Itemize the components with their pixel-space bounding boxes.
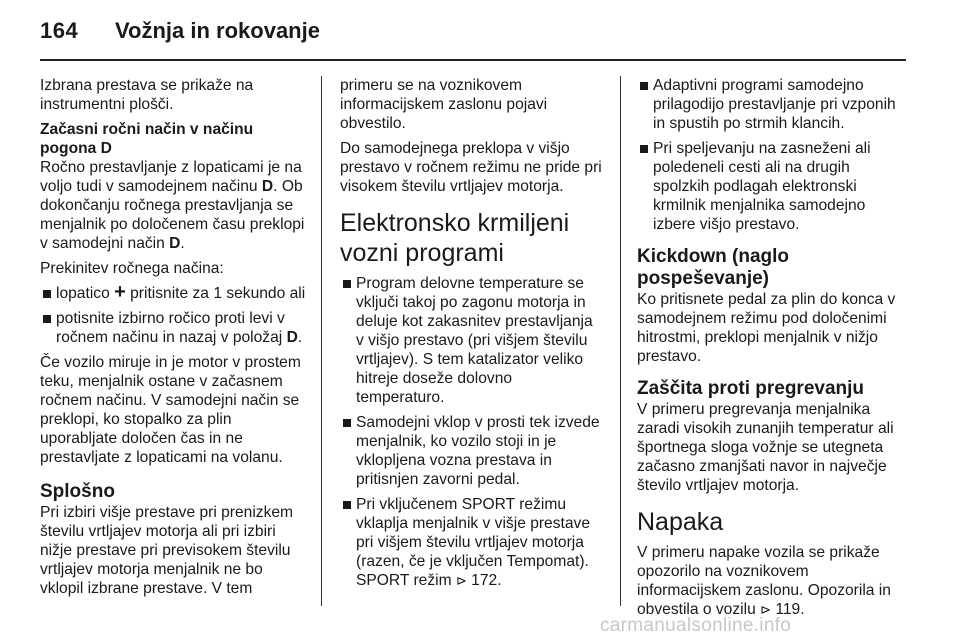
paragraph	[637, 543, 909, 619]
column-divider	[321, 76, 322, 606]
paragraph: Ko pritisnete pedal za plin do konca v samodejnem režimu pod določenimi hitrostmi, preklopi menjalnik v nižjo prestavo.	[637, 291, 896, 365]
list-item	[340, 274, 604, 407]
list-item	[637, 76, 909, 133]
subheading-temporary-manual: Začasni ročni način v načinu pogona D	[40, 121, 254, 157]
watermark: carmanualsonline.info	[600, 615, 792, 636]
paragraph: Izbrana prestava se prikaže na instrumentni plošči.	[40, 77, 254, 113]
list-item	[40, 309, 308, 347]
text: Samodejni vklop v prosti tek izvede menjalnik, ko vozilo stoji in je vklopljena vozna prestava in pritisnjen zavorni pedal.	[356, 414, 600, 488]
heading-splosno: Splošno	[40, 481, 115, 502]
bullet-icon	[343, 280, 351, 288]
page-ref-link[interactable]: 119.	[771, 601, 805, 618]
text: .	[297, 329, 303, 346]
list-item	[40, 281, 308, 303]
page-number: 164	[40, 18, 79, 43]
bullet-icon	[640, 82, 648, 90]
paragraph: Do samodejnega preklopa v višjo prestavo v ročnem režimu ne pride pri visokem številu vrtljajev motorja.	[340, 140, 602, 195]
text: . Ob dokončanju ročnega prestavljanja se menjalnik po določenem času preklopi v samodejni način	[40, 178, 305, 252]
bullet-icon	[343, 419, 351, 427]
text: Program delovne temperature se vključi takoj po zagonu motorja in deluje kot zakasnitev prestavljanja v višjo prestavo (pri višjem številu vrtljajev). S tem katalizator veliko hitreje doseže dolovno temperaturo.	[356, 275, 593, 406]
bullet-icon	[343, 501, 351, 509]
list-item	[340, 495, 604, 590]
gear-d: D	[261, 178, 274, 195]
paragraph: Pri izbiri višje prestave pri prenizkem številu vrtljajev motorja ali pri izbiri nižje prestave pri previsokem številu vrtljajev motorja menjalnik ne bo vklopil izbrane prestave. V tem	[40, 504, 294, 597]
column-3	[637, 76, 909, 625]
heading-driving-programs: Elektronsko krmiljeni vozni programi	[340, 209, 570, 267]
paragraph: primeru se na voznikovem informacijskem zaslonu pojavi obvestilo.	[340, 77, 548, 132]
bullet-icon	[640, 145, 648, 153]
column-divider	[620, 76, 621, 606]
paragraph: Če vozilo miruje in je motor v prostem teku, menjalnik ostane v začasnem ročnem načinu. V samodejni način se preklopi, ko stopalko za plin uporabljate določen čas in ne prestavljate z lopaticami na volanu.	[40, 354, 301, 466]
page-ref-arrow-icon: ⊳	[760, 602, 771, 617]
bullet-icon	[43, 315, 51, 323]
column-1	[40, 76, 308, 604]
bullet-icon	[43, 290, 51, 298]
text: V primeru napake vozila se prikaže opozorilo na voznikovem informacijskem zaslonu. Opozorila in obvestila o vozilu	[637, 544, 891, 618]
list-item	[637, 139, 909, 234]
page-ref-arrow-icon: ⊳	[455, 573, 467, 588]
text: Pri vključenem SPORT režimu vklaplja menjalnik v višje prestave pri višjem številu vrtljajev motorja (razen, če je vključen Tempomat). SPORT režim	[356, 496, 591, 589]
text: Adaptivni programi samodejno prilagodijo prestavljanje pri vzponih in spustih po strmih klancih.	[653, 77, 896, 132]
heading-napaka: Napaka	[637, 508, 724, 536]
page-ref-link[interactable]: 172.	[466, 572, 502, 589]
text: pritisnite za 1 sekundo ali	[125, 285, 306, 302]
header-rule	[40, 59, 906, 61]
text: Pri speljevanju na zasneženi ali poledeneli cesti ali na drugih spolzkih podlagah elektronski krmilnik menjalnika samodejno izbere višjo prestavo.	[653, 140, 871, 233]
gear-d: D	[286, 329, 298, 346]
text: .	[180, 235, 185, 252]
heading-overheat-protection: Zaščita proti pregrevanju	[637, 378, 865, 399]
list-item	[340, 413, 604, 489]
paragraph: Prekinitev ročnega načina:	[40, 260, 224, 277]
page-title: Vožnja in rokovanje	[115, 18, 320, 43]
gear-d: D	[169, 235, 181, 252]
column-2	[340, 76, 604, 596]
heading-kickdown: Kickdown (naglo pospeševanje)	[637, 246, 789, 289]
plus-icon: +	[114, 281, 126, 303]
text: Ročno prestavljanje z lopaticami je na voljo tudi v samodejnem načinu	[40, 159, 302, 195]
paragraph: V primeru pregrevanja menjalnika zaradi visokih zunanjih temperatur ali športnega sloga vožnje se utegneta začasno zmanjšati navor in največje število vrtljajev motorja.	[637, 401, 894, 494]
text: potisnite izbirno ročico proti levi v ročnem načinu in nazaj v položaj	[56, 310, 287, 346]
paragraph	[40, 158, 308, 253]
text: lopatico	[56, 285, 115, 302]
